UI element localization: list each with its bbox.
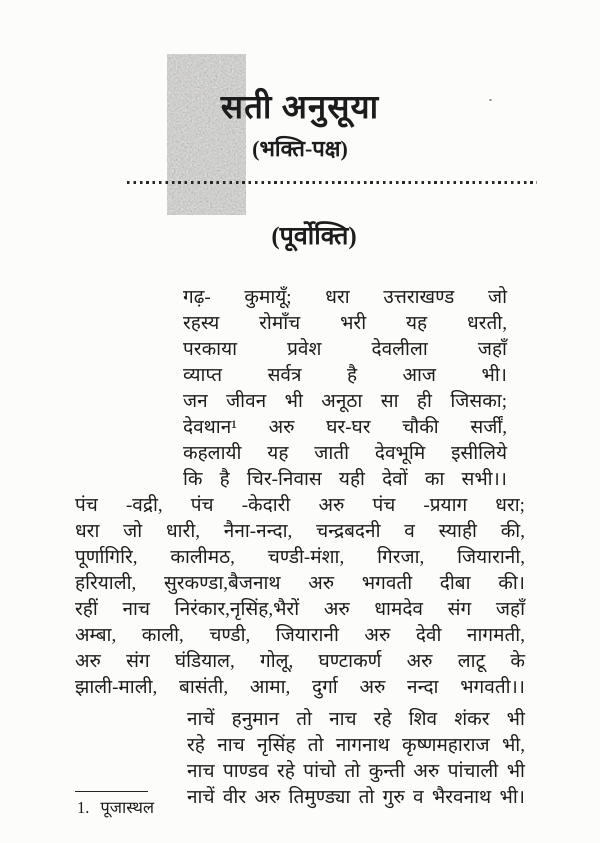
poem-line: नाचें वीर अरु तिमुण्ड्या तो गुरु व भैरवनाथ भी। — [187, 787, 525, 808]
poem-line: रहे नाच नृसिंह तो नागनाथ कृष्णमहाराज भी, — [187, 735, 525, 756]
footnote — [77, 797, 154, 819]
dotted-divider — [127, 181, 537, 184]
section-heading: (पूर्वोक्ति) — [271, 223, 357, 250]
poem-line: व्याप्त सर्वत्र है आज भी। — [183, 365, 507, 386]
poem-line: कि है चिर-निवास यही देवों का सभी।। — [183, 469, 507, 490]
poem-line: पूर्णागिरि, कालीमठ, चण्डी-मंशा, गिरजा, जियारानी, — [75, 547, 525, 568]
footnote-rule — [75, 791, 148, 792]
poem-line: झाली-माली, बासंती, आमा, दुर्गा अरु नन्दा भगवती।। — [75, 677, 525, 698]
chapter-title: सती अनुसूया — [220, 90, 380, 126]
poem-line: कहलायी यह जाती देवभूमि इसीलिये — [183, 443, 507, 464]
poem-line: जन जीवन भी अनूठा सा ही जिसका; — [183, 391, 507, 412]
poem-line: नाच पाण्डव रहे पांचो तो कुन्ती अरु पांचाली भी — [187, 761, 525, 782]
poem-line: धरा जो धारी, नैना-नन्दा, चन्द्रबदनी व स्याही की, — [75, 521, 525, 542]
poem-line: हरियाली, सुरकण्डा,बैजनाथ अरु भगवती दीबा की। — [75, 573, 525, 594]
poem-line: रहस्य रोमाँच भरी यह धरती, — [183, 313, 507, 334]
stanza-3 — [187, 707, 525, 811]
poem-line: गढ़- कुमायूँ; धरा उत्तराखण्ड जो — [183, 287, 507, 308]
poem-line: अम्बा, काली, चण्डी, जियारानी अरु देवी नागमती, — [75, 625, 525, 646]
poem-line: परकाया प्रवेश देवलीला जहाँ — [183, 339, 507, 360]
poem-line: पंच -वद्री, पंच -केदारी अरु पंच -प्रयाग धरा; — [75, 495, 525, 516]
footnote-text: पूजास्थल — [100, 798, 155, 817]
poem-line: रहीं नाच निरंकार,नृसिंह,भैरों अरु धामदेव संग जहाँ — [75, 599, 525, 620]
poem-line: देवथान¹ अरु घर-घर चौकी सर्जीं, — [183, 417, 507, 438]
footnote-marker: 1. — [77, 798, 90, 817]
chapter-subtitle: (भक्ति-पक्ष) — [252, 136, 348, 161]
poem — [75, 285, 525, 811]
poem-line: अरु संग घंडियाल, गोलू, घण्टाकर्ण अरु लाटू के — [75, 651, 525, 672]
stanza-1 — [183, 285, 507, 493]
poem-line: नाचें हनुमान तो नाच रहे शिव शंकर भी — [187, 709, 525, 730]
stanza-2 — [75, 493, 525, 701]
